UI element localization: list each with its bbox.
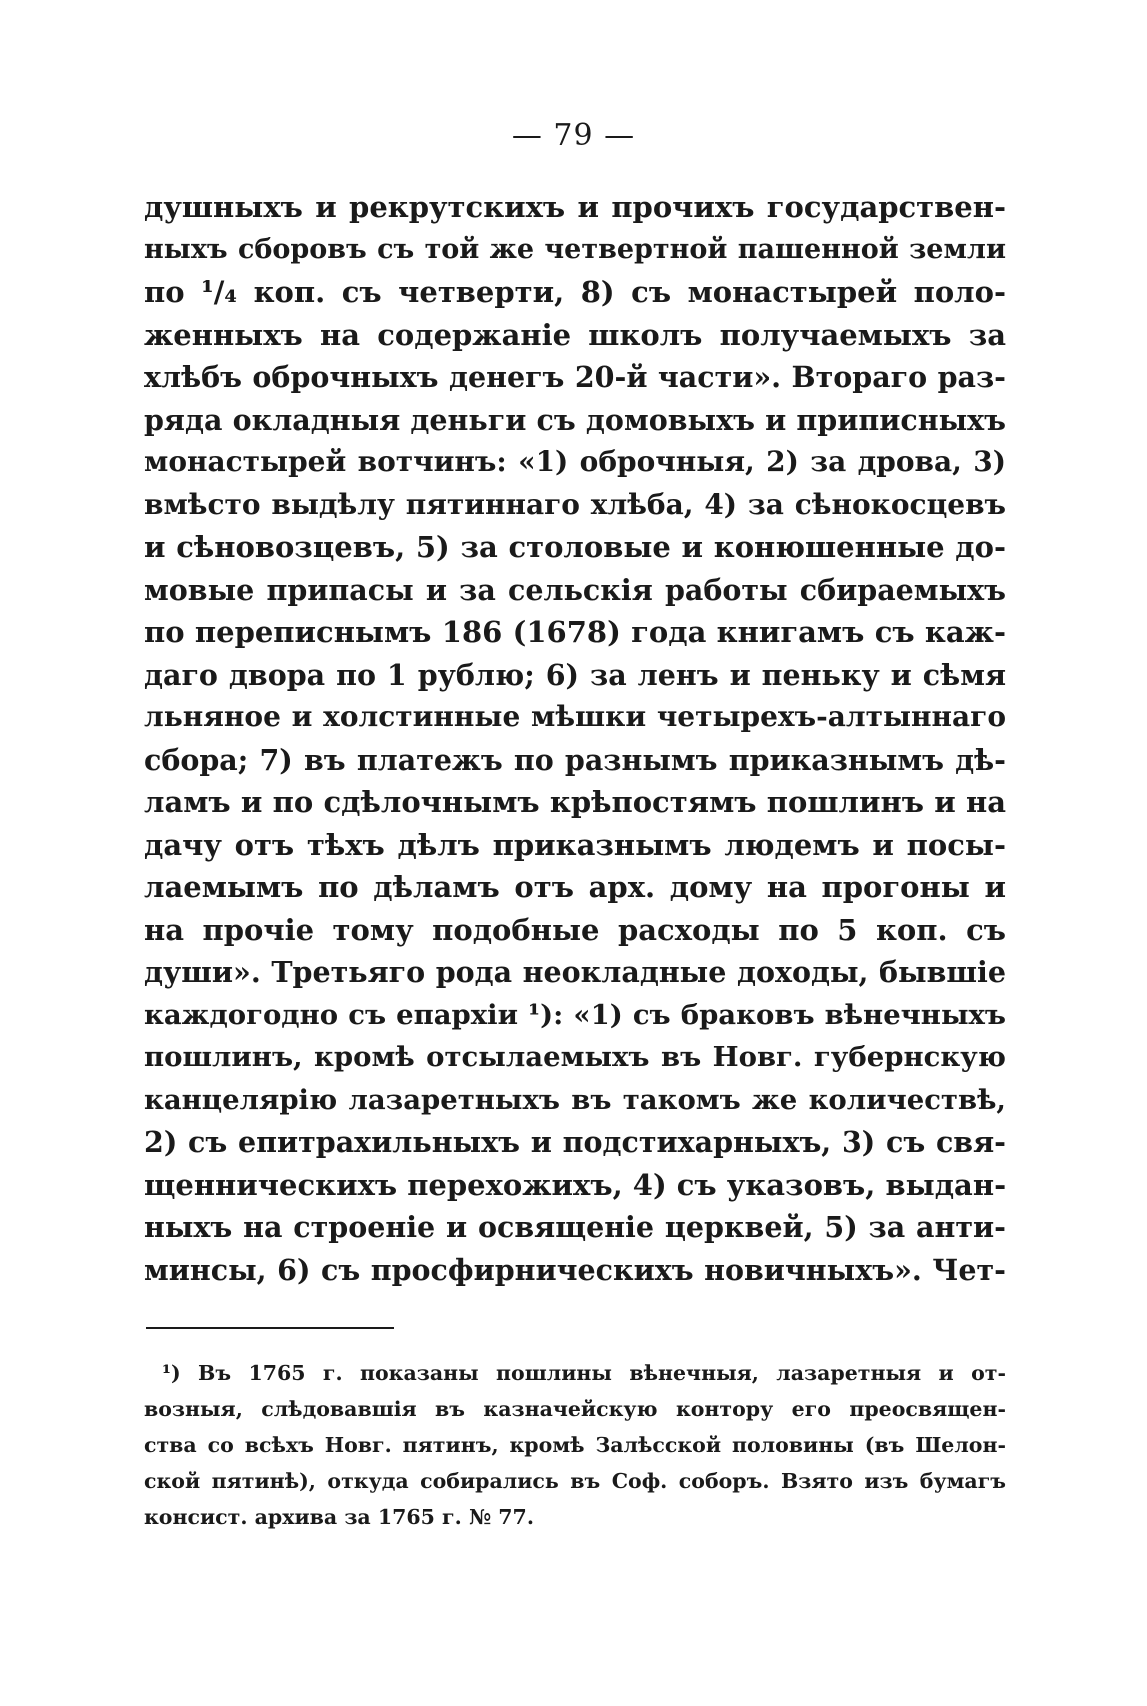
footnote-line: ¹) Въ 1765 г. показаны пошлины вѣнечныя, лазаретныя и от- (162, 1361, 1006, 1385)
text-line: женныхъ на содержаніе школъ получаемыхъ за (144, 317, 1006, 352)
footnote-line: возныя, слѣдовавшія въ казначейскую контору его преосвящен- (144, 1397, 1006, 1421)
text-line: ныхъ сборовъ съ той же четвертной пашенной земли (144, 233, 1006, 265)
text-line: мовые припасы и за сельскія работы сбираемыхъ (144, 572, 1006, 607)
text-line: сбора; 7) въ платежъ по разнымъ приказнымъ дѣ- (144, 742, 1006, 777)
text-line: монастырей вотчинъ: «1) оброчныя, 2) за дрова, 3) (144, 445, 1006, 478)
text-line: минсы, 6) съ просфирническихъ новичныхъ». Чет- (144, 1252, 1006, 1287)
text-line: канцелярію лазаретныхъ въ такомъ же количествѣ, (144, 1083, 1006, 1116)
text-line: даго двора по 1 рублю; 6) за ленъ и пеньку и сѣмя (144, 657, 1006, 692)
footnote (144, 1355, 1006, 1535)
text-line: душныхъ и рекрутскихъ и прочихъ государствен- (144, 190, 1006, 224)
text-line: вмѣсто выдѣлу пятиннаго хлѣба, 4) за сѣнокосцевъ (144, 487, 1006, 521)
text-line: и сѣновозцевъ, 5) за столовые и конюшенные до- (144, 530, 1006, 564)
text-line: души». Третьяго рода неокладные доходы, бывшіе (144, 955, 1006, 989)
text-line: пошлинъ, кромѣ отсылаемыхъ въ Новг. губернскую (144, 1041, 1006, 1073)
text-line: 2) съ епитрахильныхъ и подстихарныхъ, 3) съ свя- (144, 1125, 1006, 1159)
text-line: дачу отъ тѣхъ дѣлъ приказнымъ людемъ и посы- (144, 827, 1006, 862)
text-line: ряда окладныя деньги съ домовыхъ и приписныхъ (144, 402, 1006, 437)
text-line: льняное и холстинные мѣшки четырехъ-алтыннаго (144, 700, 1006, 733)
text-line: щенническихъ перехожихъ, 4) съ указовъ, выдан- (144, 1167, 1007, 1202)
text-line: на прочіе тому подобные расходы по 5 коп. съ (144, 912, 1006, 947)
text-line: каждогодно съ епархіи ¹): «1) съ браковъ вѣнечныхъ (144, 998, 1006, 1031)
text-line: по переписнымъ 186 (1678) года книгамъ съ каж- (144, 615, 1006, 649)
footnote-line: консист. архива за 1765 г. № 77. (144, 1505, 534, 1529)
footnote-line: ской пятинѣ), откуда собирались въ Соф. соборъ. Взято изъ бумагъ (144, 1469, 1006, 1493)
footnote-line: ства со всѣхъ Новг. пятинъ, кромѣ Залѣсской половины (въ Шелон- (144, 1433, 1006, 1457)
main-text (144, 186, 1006, 1291)
text-line: хлѣбъ оброчныхъ денегъ 20-й части». Втораго раз- (144, 360, 1006, 394)
text-line: ныхъ на строеніе и освященіе церквей, 5) за анти- (144, 1210, 1006, 1244)
text-line: ламъ и по сдѣлочнымъ крѣпостямъ пошлинъ и на (144, 785, 1006, 819)
text-line: лаемымъ по дѣламъ отъ арх. дому на прогоны и (144, 870, 1006, 904)
text-line: по ¹/₄ коп. съ четверти, 8) съ монастырей поло- (144, 275, 1006, 309)
page-number: — 79 — (511, 118, 636, 153)
footnote-divider (146, 1327, 394, 1329)
